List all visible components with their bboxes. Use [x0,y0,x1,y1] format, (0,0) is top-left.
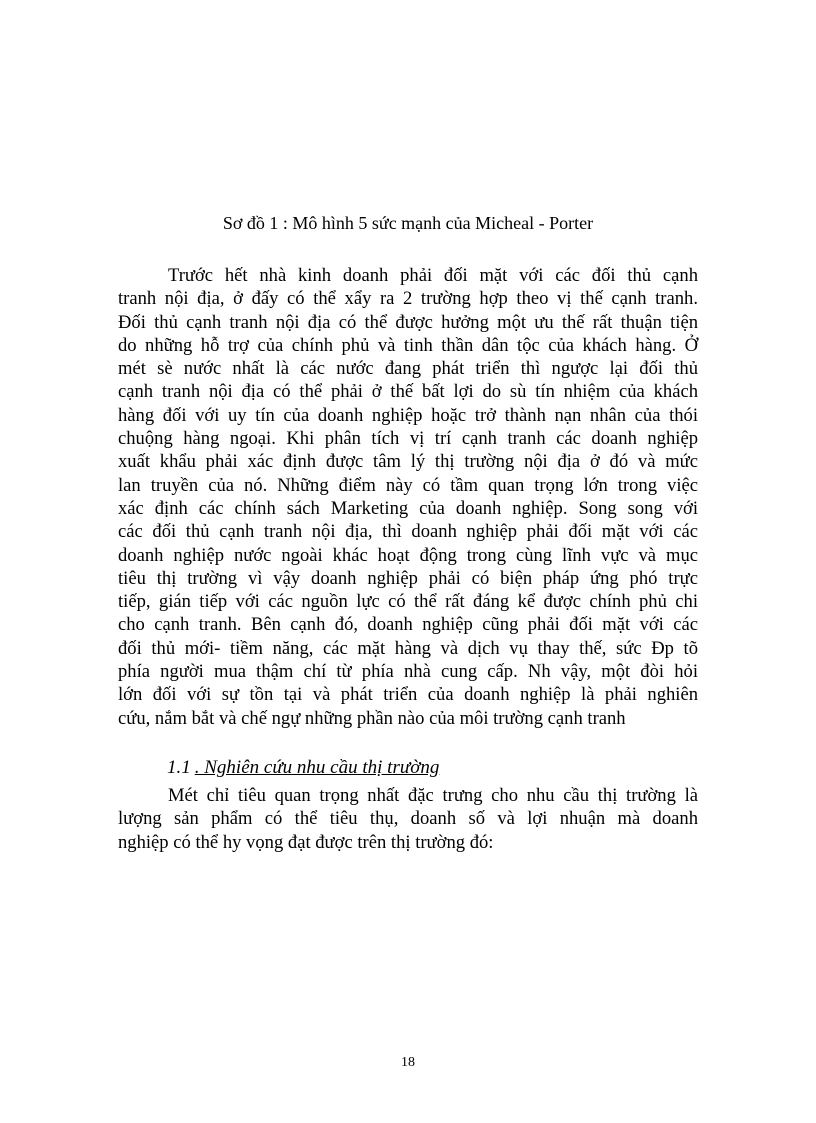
paragraph-line: mét sè nước nhất là các nước đang phát triển thì ngược lại đối thủ [118,358,698,380]
page-number: 18 [401,1055,415,1070]
paragraph-line: cứu, nắm bắt và chế ngự những phần nào của môi trường cạnh tranh [118,707,626,729]
paragraph-line: lớn đối với sự tồn tại và phát triển của doanh nghiệp là phải nghiên [118,684,698,706]
paragraph-line: chuộng hàng ngoại. Khi phân tích vị trí cạnh tranh các doanh nghiệp [118,428,698,450]
paragraph-line: xác định các chính sách Marketing của doanh nghiệp. Song song với [118,497,698,519]
paragraph-line: xuất khẩu phải xác định được tâm lý thị trường nội địa ở đó và mức [118,451,698,473]
paragraph-line: Đối thủ cạnh tranh nội địa có thể được hưởng một ưu thế rất thuận tiện [118,311,698,333]
paragraph-market-demand [118,784,698,854]
paragraph-line: Mét chỉ tiêu quan trọng nhất đặc trưng cho nhu cầu thị trường là [168,785,698,806]
figure-caption: Sơ đồ 1 : Mô hình 5 sức mạnh của Micheal - Porter [222,213,594,233]
paragraph-line: Trước hết nhà kinh doanh phải đối mặt với các đối thủ cạnh [168,265,698,286]
paragraph-line: các đối thủ cạnh tranh nội địa, thì doanh nghiệp phải đối mặt với các [118,521,698,543]
paragraph-line: lan truyền của nó. Những điểm này có tầm quan trọng lớn trong việc [118,474,698,496]
paragraph-line: tranh nội địa, ở đấy có thể xẩy ra 2 trường hợp theo vị thế cạnh tranh. [118,288,698,310]
paragraph-line: cạnh tranh nội địa có thể phải ở thế bất lợi do sù tín nhiệm của khách [118,381,698,403]
paragraph-line: đối thủ mới- tiềm năng, các mặt hàng và dịch vụ thay thế, sức Ðp tõ [118,637,698,659]
section-heading [167,756,439,780]
section-title: . Nghiên cứu nhu cầu thị trường [194,757,440,778]
paragraph-line: lượng sản phẩm có thể tiêu thụ, doanh số và lợi nhuận mà doanh [118,808,698,830]
paragraph-line: cho cạnh tranh. Bên cạnh đó, doanh nghiệp cũng phải đối mặt với các [118,614,698,636]
paragraph-line: tiếp, gián tiếp với các nguồn lực có thể rất đáng kể được chính phủ chi [118,591,698,613]
paragraph-line: phía người mua thậm chí từ phía nhà cung cấp. Nh vậy, một đòi hỏi [118,661,698,683]
paragraph-line: nghiệp có thể hy vọng đạt được trên thị trường đó: [118,831,494,853]
section-number: 1.1 [167,757,191,778]
paragraph-line: do những hỗ trợ của chính phủ và tinh thần dân tộc của khách hàng. Ở [118,334,698,356]
paragraph-line: hàng đối với uy tín của doanh nghiệp hoặc trở thành nạn nhân của thói [118,404,698,426]
paragraph-line: tiêu thị trường vì vậy doanh nghiệp phải có biện pháp ứng phó trực [118,567,698,589]
paragraph-competition [118,264,698,730]
paragraph-line: doanh nghiệp nước ngoài khác hoạt động trong cùng lĩnh vực và mục [118,544,698,566]
